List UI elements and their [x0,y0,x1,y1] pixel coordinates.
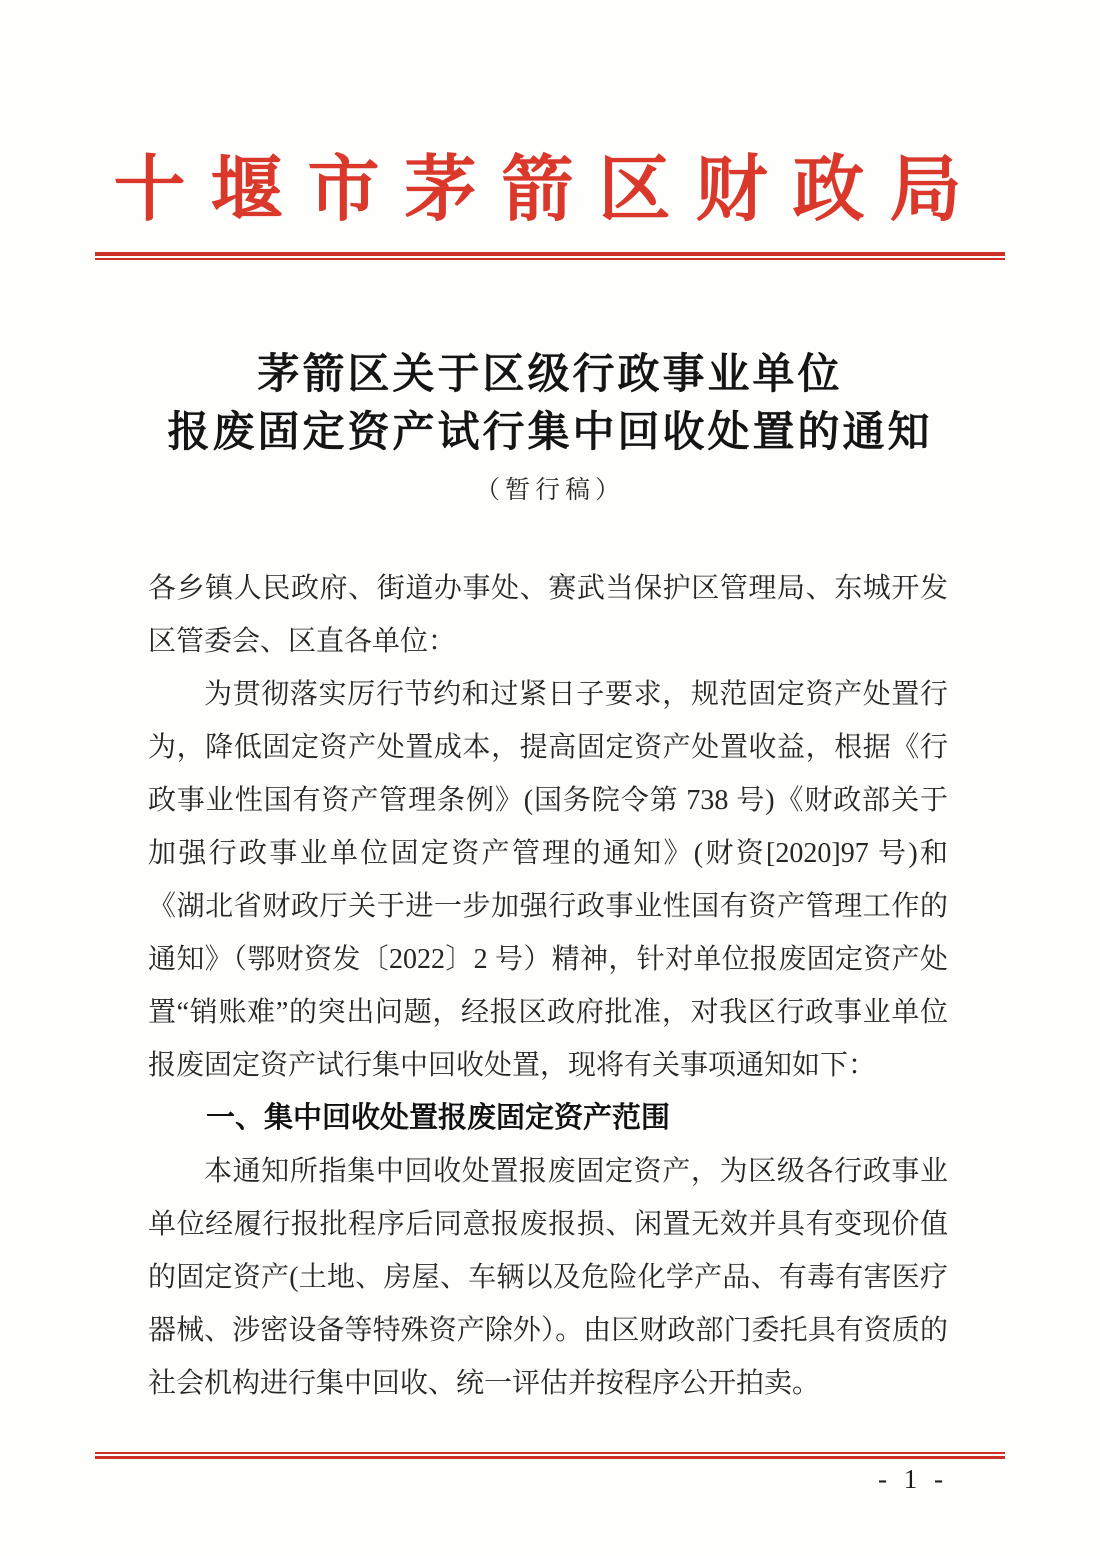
document-title [0,346,1100,462]
page-number: - 1 - [878,1464,948,1494]
draft-version-note: （暂行稿） [474,477,625,504]
paragraph-section-1: 本通知所指集中回收处置报废固定资产，为区级各行政事业单位经履行报批程序后同意报废报损、闲置无效并具有变现价值的固定资产(土地、房屋、车辆以及危险化学产品、有毒有害医疗器械、涉密设备等特殊资产除外）。由区财政部门委托具有资质的社会机构进行集中回收、统一评估并按程序公开拍卖。 [148,1156,948,1399]
salutation: 各乡镇人民政府、街道办事处、赛武当保护区管理局、东城开发区管委会、区直各单位： [148,573,948,657]
section-1-heading: 一、集中回收处置报废固定资产范围 [206,1102,671,1134]
footer-divider [95,1452,1005,1459]
document-body [148,562,948,1410]
agency-letterhead: 十堰市茅箭区财政局 [113,150,987,230]
document-title-line-1: 茅箭区关于区级行政事业单位 [257,352,843,398]
paragraph-introduction: 为贯彻落实厉行节约和过紧日子要求，规范固定资产处置行为，降低固定资产处置成本，提高固定资产处置收益，根据《行政事业性国有资产管理条例》(国务院令第 738 号)《财政部关于加强行政事业单位固定资产管理的通知》(财资[2020]97 号)和《湖北省财政厅关于进一步加强行政事业性国有资产管理工作的通知》（鄂财资发〔2022〕2 号）精神，针对单位报废固定资产处置“销账难”的突出问题，经报区政府批准，对我区行政事业单位报废固定资产试行集中回收处置，现将有关事项通知如下： [148,679,948,1081]
document-title-line-2: 报废固定资产试行集中回收处置的通知 [167,410,933,456]
header-divider [95,252,1005,260]
